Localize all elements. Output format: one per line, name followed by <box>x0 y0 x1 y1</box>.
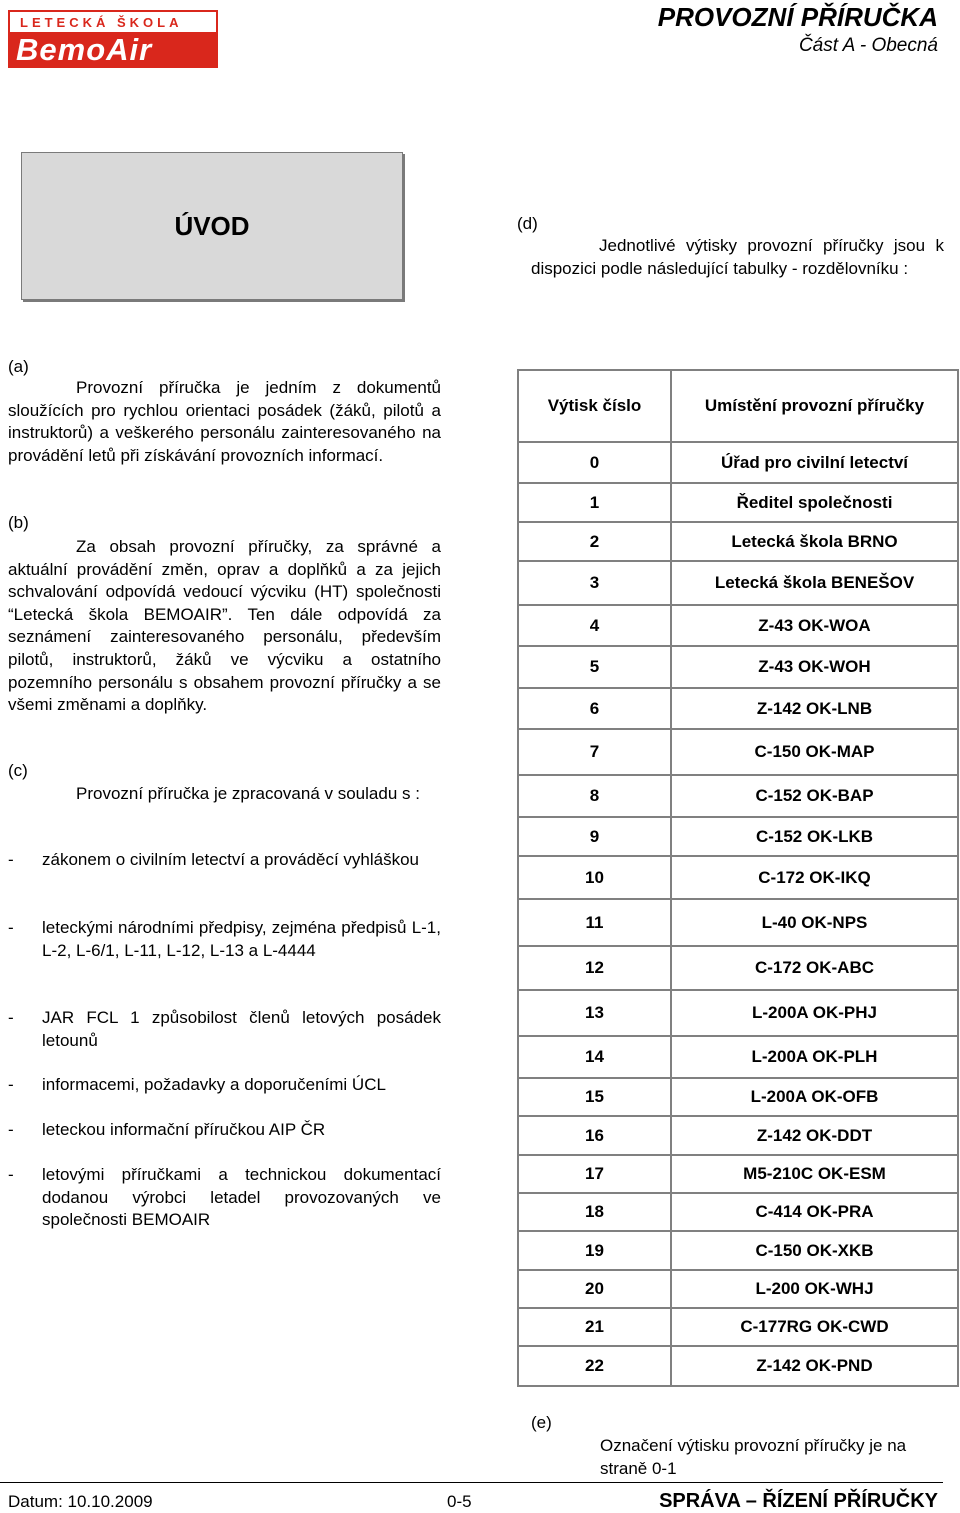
footer-date: Datum: 10.10.2009 <box>8 1492 153 1511</box>
table-row: 21 C-177RG OK-CWD <box>518 1308 958 1346</box>
distribution-table <box>517 369 959 1387</box>
section-e-label: (e) <box>531 1413 552 1432</box>
table-row: 12 C-172 OK-ABC <box>518 946 958 990</box>
document-subtitle: Část A - Obecná <box>798 35 938 56</box>
list-item: - leteckou informační příručkou AIP ČR <box>8 1120 326 1139</box>
list-item: - zákonem o civilním letectví a prováděcí vyhláškou <box>8 850 420 869</box>
table-row: 16 Z-142 OK-DDT <box>518 1116 958 1155</box>
table-row: 14 L-200A OK-PLH <box>518 1036 958 1078</box>
table-row: 4 Z-43 OK-WOA <box>518 605 958 646</box>
header-copy-number: Výtisk číslo <box>518 370 671 442</box>
section-a-label: (a) <box>8 357 29 376</box>
section-c-label: (c) <box>8 761 28 780</box>
header-location: Umístění provozní příručky <box>671 370 958 442</box>
section-c-text: Provozní příručka je zpracovaná v souladu s : <box>76 784 420 803</box>
company-logo <box>8 10 218 68</box>
table-row: 17 M5-210C OK-ESM <box>518 1155 958 1193</box>
intro-heading: ÚVOD <box>174 211 250 241</box>
section-d-label: (d) <box>517 214 538 233</box>
table-row: 2 Letecká škola BRNO <box>518 522 958 561</box>
table-row: 3 Letecká škola BENEŠOV <box>518 561 958 605</box>
table-header-row <box>518 370 958 442</box>
table-row: 10 C-172 OK-IKQ <box>518 856 958 899</box>
document-title: PROVOZNÍ PŘÍRUČKA <box>657 2 938 32</box>
list-item: - letovými příručkami a technickou dokumentací dodanou výrobci letadel provozovaných ve společnosti BEMOAIR <box>8 1165 441 1230</box>
footer-divider <box>0 1482 943 1483</box>
section-d-text: Jednotlivé výtisky provozní příručky jsou k dispozici podle následující tabulky - rozdělovníku : <box>531 236 944 278</box>
logo-top-text: LETECKÁ ŠKOLA <box>8 10 218 32</box>
intro-heading-box <box>21 152 403 300</box>
section-b-text: Za obsah provozní příručky, za správné a aktuální provádění změn, oprav a doplňků a za jejich schvalování odpovídá vedoucí výcviku (HT) společnosti “Letecká škola BEMOAIR”. Ten dále odpovídá za seznámení zainteresovaného personálu, především pilotů, instruktorů, žáků ve výcviku a ostatního pozemního personálu s obsahem provozní příručky a se všemi změnami a doplňky. <box>8 537 441 715</box>
table-row: 22 Z-142 OK-PND <box>518 1346 958 1386</box>
table-row: 13 L-200A OK-PHJ <box>518 990 958 1036</box>
list-item: - informacemi, požadavky a doporučeními ÚCL <box>8 1075 386 1094</box>
table-row: 8 C-152 OK-BAP <box>518 775 958 817</box>
table-row: 1 Ředitel společnosti <box>518 483 958 522</box>
list-item: - leteckými národními předpisy, zejména předpisů L-1, L-2, L-6/1, L-11, L-12, L-13 a L-4444 <box>8 918 441 960</box>
section-a-text: Provozní příručka je jedním z dokumentů sloužících pro rychlou orientaci posádek (žáků, pilotů a instruktorů) a veškerého personálu zainteresovaného na provádění letů při získávání provozních informací. <box>8 378 441 465</box>
table-row: 0 Úřad pro civilní letectví <box>518 442 958 483</box>
table-row: 15 L-200A OK-OFB <box>518 1078 958 1116</box>
table-row: 20 L-200 OK-WHJ <box>518 1270 958 1308</box>
table-row: 6 Z-142 OK-LNB <box>518 688 958 729</box>
footer-section-title: SPRÁVA – ŘÍZENÍ PŘÍRUČKY <box>659 1490 938 1512</box>
footer-page-number: 0-5 <box>447 1492 472 1511</box>
list-item: - JAR FCL 1 způsobilost členů letových posádek letounů <box>8 1008 441 1050</box>
table-row: 11 L-40 OK-NPS <box>518 899 958 946</box>
table-row: 18 C-414 OK-PRA <box>518 1193 958 1231</box>
section-e-text: Označení výtisku provozní příručky je na straně 0-1 <box>600 1436 907 1478</box>
logo-main-text: BemoAir <box>16 32 153 67</box>
table-row: 7 C-150 OK-MAP <box>518 729 958 775</box>
table-row: 9 C-152 OK-LKB <box>518 817 958 856</box>
table-row: 19 C-150 OK-XKB <box>518 1231 958 1270</box>
section-b-label: (b) <box>8 513 29 532</box>
table-row: 5 Z-43 OK-WOH <box>518 646 958 688</box>
